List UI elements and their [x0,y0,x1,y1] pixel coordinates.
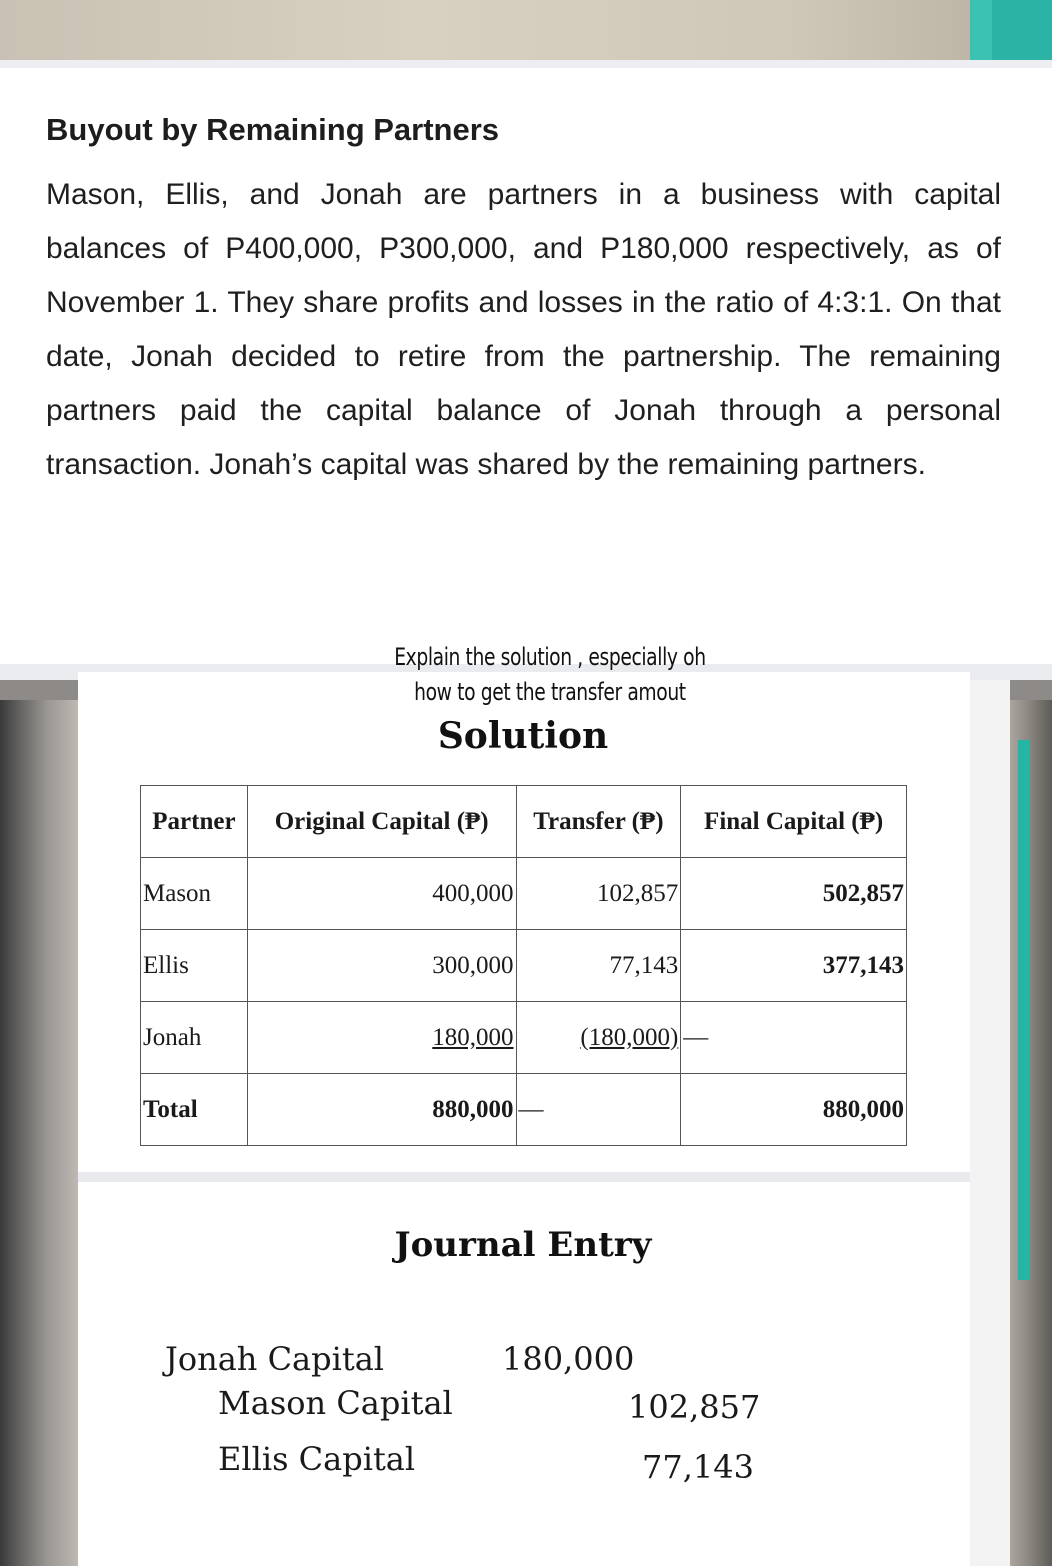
journal-debit-account: Jonah Capital [165,1340,385,1378]
cell-partner: Jonah [141,1002,248,1074]
background-teal-right [1018,740,1030,1280]
table-row [141,1074,907,1146]
header-original-capital: Original Capital (₱) [247,786,516,858]
cell-original: 180,000 [247,1002,516,1074]
solution-title: Solution [437,715,609,757]
background-teal-corner [992,0,1052,60]
journal-credit-amount-2: 77,143 [642,1448,754,1486]
cell-transfer: 102,857 [516,858,681,930]
cell-original: 300,000 [247,930,516,1002]
table-row [141,930,907,1002]
cell-final: 502,857 [681,858,907,930]
cell-original: 400,000 [247,858,516,930]
background-photo-left [0,700,78,1566]
cell-final: 880,000 [681,1074,907,1146]
question-line-1: Explain the solution , especially oh [394,643,706,671]
problem-paragraph: Mason, Ellis, and Jonah are partners in a business with capital balances of P400,000, P300,000, and P180,000 respectively, as of November 1. They share profits and losses in the ratio of 4:3:1. On that date, Jonah decided to retire from the partnership. The remaining partners paid the capital balance of Jonah through a personal transaction. Jonah’s capital was shared by the remaining partners. [46,178,1001,481]
table-header-row [141,786,907,858]
cell-original: 880,000 [247,1074,516,1146]
header-transfer: Transfer (₱) [516,786,681,858]
header-partner: Partner [141,786,248,858]
journal-credit-account-2: Ellis Capital [218,1440,416,1478]
cell-partner: Total [141,1074,248,1146]
header-final-capital: Final Capital (₱) [681,786,907,858]
cell-final: — [681,1002,907,1074]
cell-partner: Ellis [141,930,248,1002]
table-row [141,858,907,930]
journal-credit-account-1: Mason Capital [218,1384,453,1422]
cell-transfer: 77,143 [516,930,681,1002]
background-page-edge [970,680,1010,1566]
solution-table [140,785,907,1146]
journal-debit-amount: 180,000 [502,1340,635,1378]
handwritten-question [195,640,905,710]
problem-card [0,60,1052,670]
problem-title: Buyout by Remaining Partners [46,112,500,147]
cell-partner: Mason [141,858,248,930]
question-line-2: how to get the transfer amout [414,678,686,706]
journal-credit-amount-1: 102,857 [628,1388,761,1426]
cell-final: 377,143 [681,930,907,1002]
background-photo-top [0,0,1052,60]
section-divider [78,1172,970,1182]
table-row [141,1002,907,1074]
cell-transfer: — [516,1074,681,1146]
cell-transfer: (180,000) [516,1002,681,1074]
journal-title: Journal Entry [394,1225,652,1265]
